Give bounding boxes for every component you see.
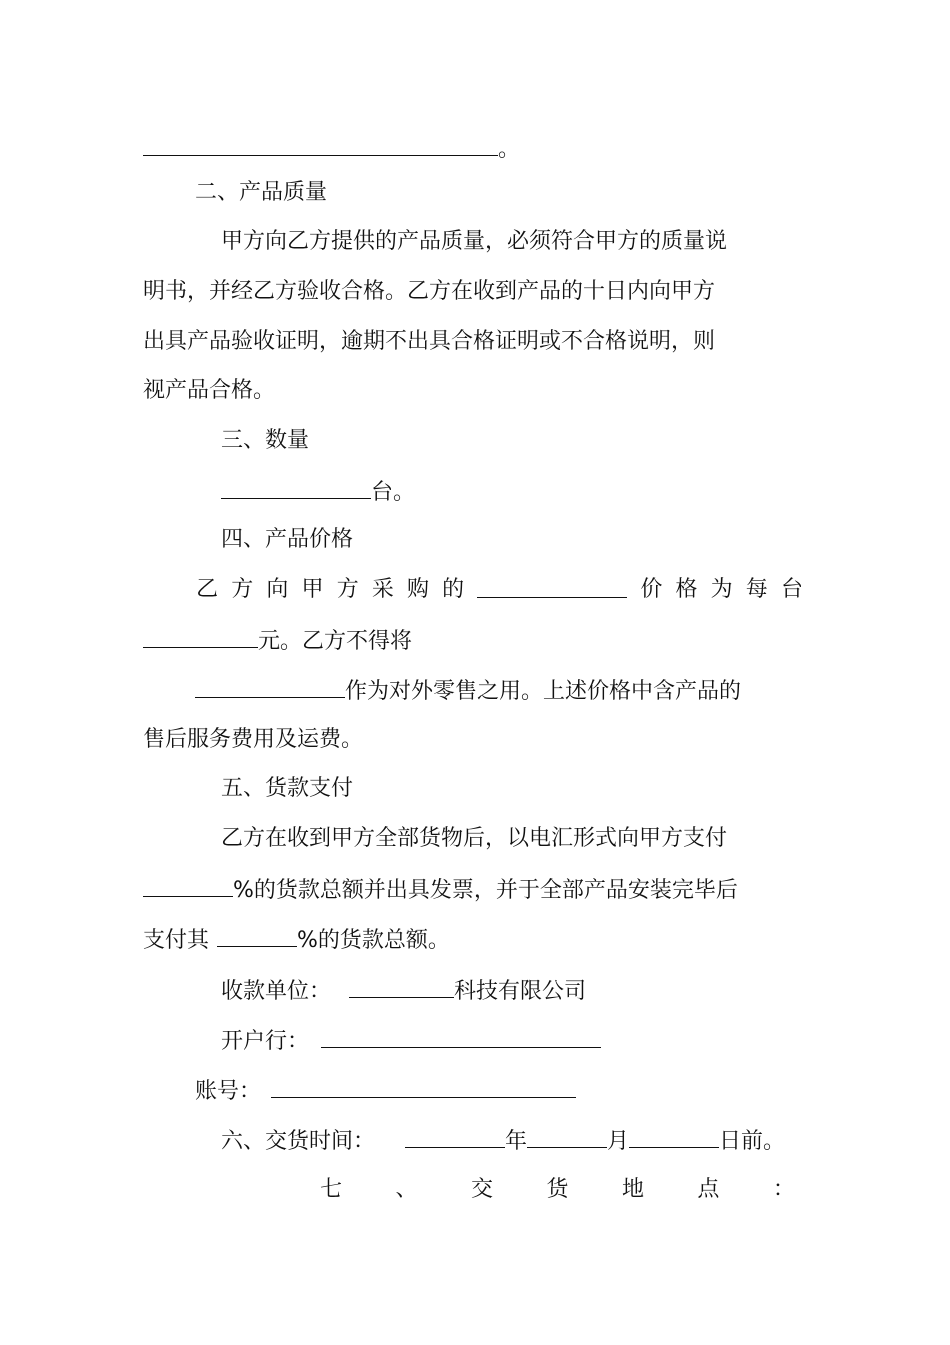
month-blank[interactable] [527, 1125, 607, 1148]
line-end-punct: 。 [498, 137, 521, 162]
price-char: 台 [780, 577, 803, 602]
price-char: 价 [640, 577, 663, 602]
year-blank[interactable] [405, 1125, 505, 1148]
place-char: ： [772, 1177, 795, 1202]
account-blank[interactable] [271, 1075, 576, 1098]
percent-blank-2[interactable] [217, 924, 297, 947]
payment-prefix: 支付其 [143, 928, 210, 953]
payment-text: %的货款总额并出具发票，并于全部产品安装完毕后 [233, 878, 738, 903]
quantity-blank[interactable] [221, 476, 371, 499]
quantity-unit: 台。 [371, 480, 416, 505]
price-char: 为 [710, 577, 733, 602]
section-heading-price: 四、产品价格 [221, 527, 354, 552]
paragraph-line: 甲方向乙方提供的产品质量，必须符合甲方的质量说 [221, 229, 728, 254]
paragraph-line: 乙方在收到甲方全部货物后，以电汇形式向甲方支付 [221, 826, 728, 851]
section-heading-quality: 二、产品质量 [195, 180, 328, 205]
price-char: 方 [231, 577, 254, 602]
unit-price-blank[interactable] [143, 625, 258, 648]
day-blank[interactable] [629, 1125, 719, 1148]
blank-field[interactable] [143, 133, 498, 156]
price-char: 甲 [301, 577, 324, 602]
bank-line [221, 1025, 601, 1057]
place-char: 地 [621, 1177, 644, 1202]
price-char: 购 [406, 577, 429, 602]
section-heading-quantity: 三、数量 [221, 428, 310, 453]
place-char: 货 [546, 1177, 569, 1202]
product-blank[interactable] [195, 675, 345, 698]
price-text: 元。乙方不得将 [258, 629, 413, 654]
year-label: 年 [505, 1129, 528, 1154]
section-heading-payment: 五、货款支付 [221, 776, 354, 801]
payee-line [221, 975, 586, 1007]
price-char: 格 [675, 577, 698, 602]
bank-blank[interactable] [321, 1025, 601, 1048]
place-char: 、 [395, 1177, 418, 1202]
price-char: 每 [745, 577, 768, 602]
paragraph-line: 出具产品验收证明，逾期不出具合格证明或不合格说明，则 [143, 329, 716, 354]
price-text: 作为对外零售之用。上述价格中含产品的 [345, 679, 742, 704]
delivery-place-line [320, 1175, 795, 1205]
payment-line-3 [143, 924, 450, 956]
price-char: 乙 [196, 577, 219, 602]
delivery-time-line [221, 1125, 785, 1157]
price-char: 方 [336, 577, 359, 602]
payment-text: %的货款总额。 [297, 928, 450, 953]
price-line-justified [143, 575, 803, 605]
place-char: 点 [697, 1177, 720, 1202]
day-label: 日前。 [719, 1129, 786, 1154]
payee-blank[interactable] [349, 975, 454, 998]
paragraph-line: 视产品合格。 [143, 378, 276, 403]
place-char: 交 [470, 1177, 493, 1202]
payment-line-2 [143, 874, 738, 906]
bank-label: 开户行： [221, 1029, 310, 1054]
place-char: 七 [320, 1177, 343, 1202]
month-label: 月 [607, 1129, 630, 1154]
payee-suffix: 科技有限公司 [454, 979, 587, 1004]
price-line-3 [195, 675, 741, 707]
payee-label: 收款单位： [221, 979, 332, 1004]
price-char: 的 [442, 577, 465, 602]
price-line-2 [143, 625, 412, 657]
paragraph-line: 明书，并经乙方验收合格。乙方在收到产品的十日内向甲方 [143, 279, 716, 304]
price-char: 向 [266, 577, 289, 602]
paragraph-line: 售后服务费用及运费。 [143, 727, 364, 752]
product-name-blank[interactable] [477, 575, 627, 598]
percent-blank[interactable] [143, 874, 233, 897]
quantity-line [221, 476, 415, 508]
account-line [195, 1075, 576, 1107]
top-blank-line [143, 133, 520, 165]
price-char: 采 [371, 577, 394, 602]
delivery-time-label: 六、交货时间： [221, 1129, 376, 1154]
account-label: 账号： [195, 1079, 262, 1104]
